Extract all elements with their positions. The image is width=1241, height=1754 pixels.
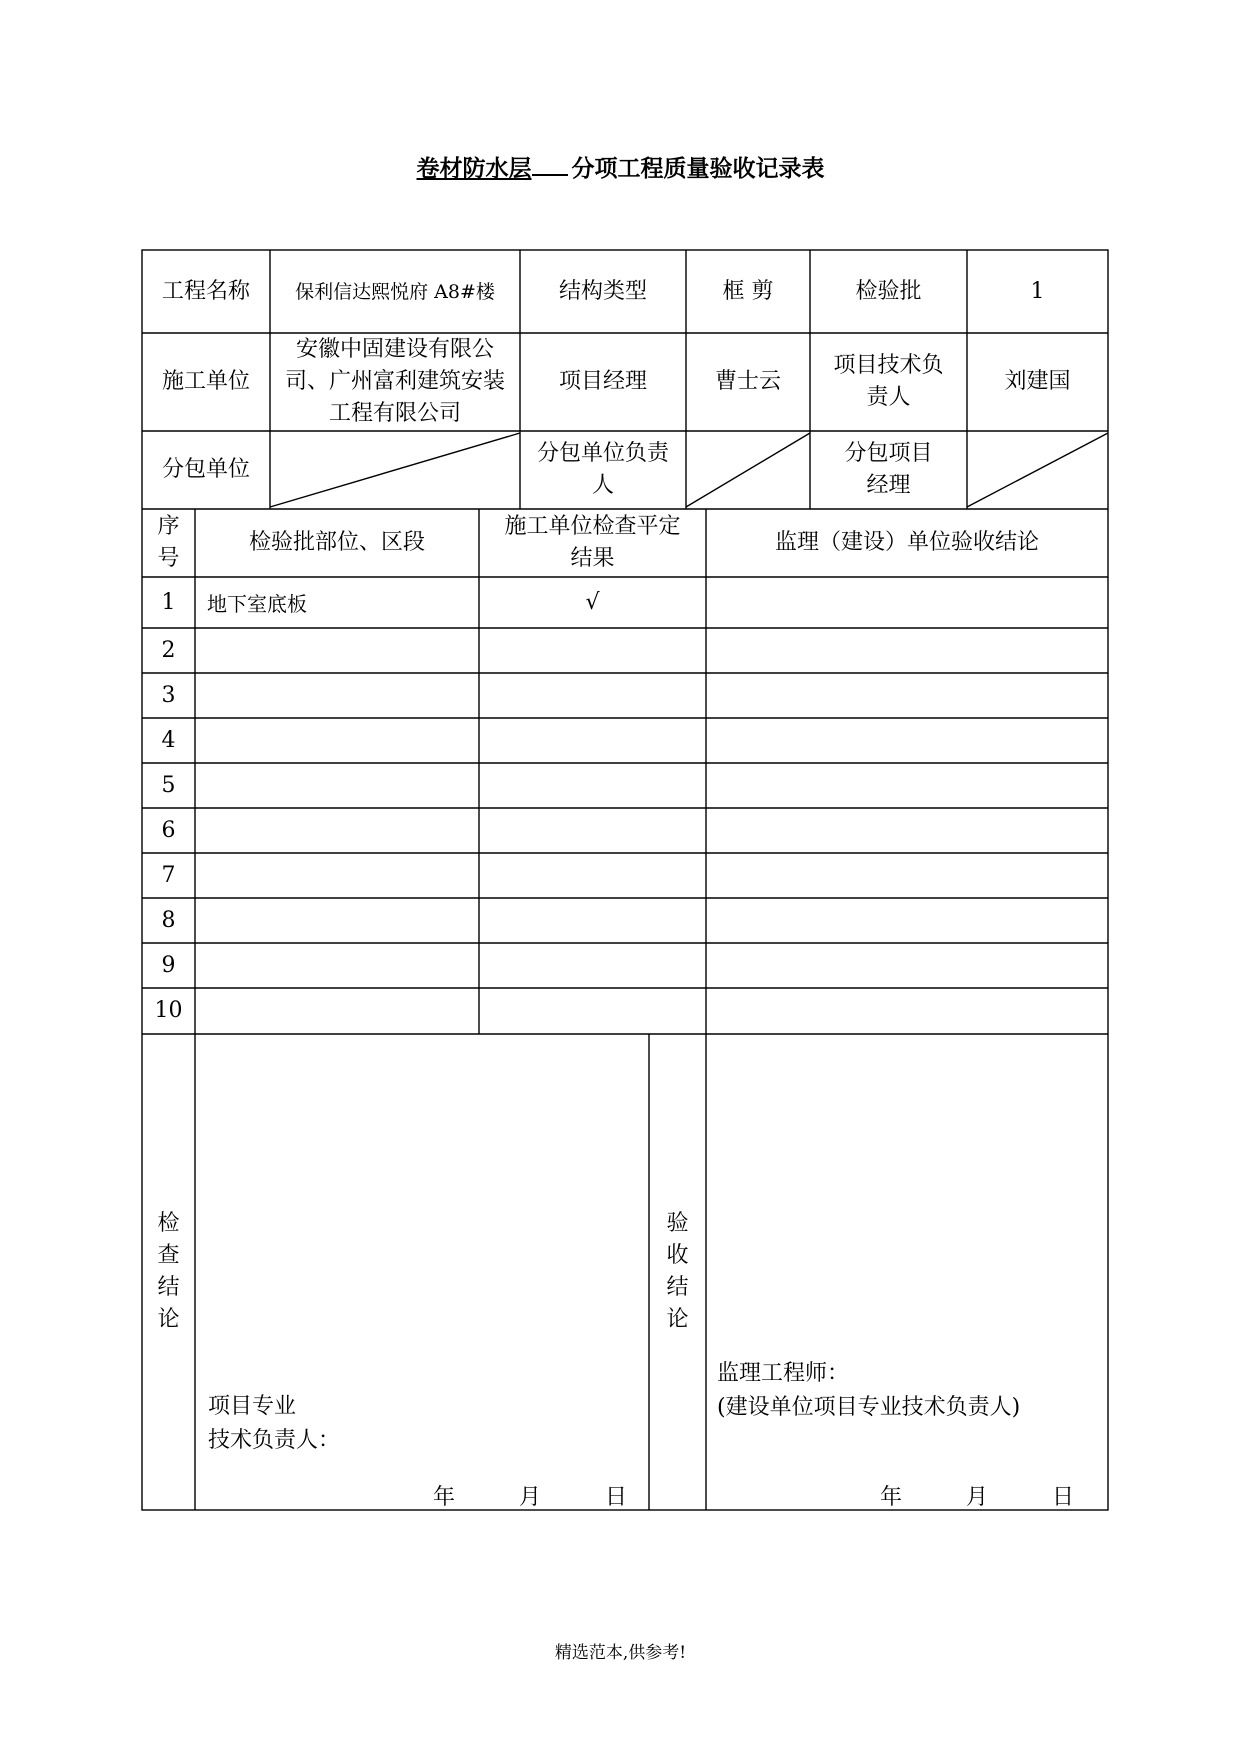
structure-type-value: 框 剪 [722, 278, 774, 304]
accept-char-2: 收 [666, 1243, 689, 1268]
supervisor-line2: (建设单位项目专业技术负责人) [717, 1395, 1021, 1420]
sub-lead-label: 分包单位负责人 [536, 441, 669, 498]
accept-date-day: 日 [1052, 1485, 1075, 1510]
tech-lead-label: 项目技术负责人 [833, 353, 944, 410]
accept-conclusion-label [649, 1034, 706, 1510]
row-no: 7 [161, 862, 176, 888]
col-location-header: 检验批部位、区段 [248, 530, 425, 555]
row-result [479, 853, 706, 898]
accept-date-month: 月 [966, 1485, 989, 1510]
tech-lead-value: 刘建国 [1004, 369, 1071, 394]
contractor-value: 安徽中固建设有限公司、广州富利建筑安装工程有限公司 [284, 337, 505, 426]
title-part1: 卷材防水层 [416, 155, 532, 182]
check-date-day: 日 [605, 1485, 628, 1510]
row-conclusion [706, 808, 1108, 853]
row-conclusion [706, 673, 1108, 718]
row-no: 3 [161, 682, 176, 708]
tech-lead-line1: 项目专业 [208, 1394, 297, 1419]
accept-date-year: 年 [880, 1485, 903, 1510]
row-conclusion [706, 718, 1108, 763]
row-result [479, 898, 706, 943]
row-location [207, 898, 479, 943]
row-location [207, 763, 479, 808]
supervisor-line1: 监理工程师： [717, 1361, 850, 1386]
row-location [207, 718, 479, 763]
row-conclusion [706, 628, 1108, 673]
row-conclusion [706, 577, 1108, 628]
row-location [207, 853, 479, 898]
project-manager-value: 曹士云 [714, 369, 781, 394]
check-char-3: 结 [157, 1275, 180, 1300]
row-location [207, 628, 479, 673]
row-no: 8 [161, 907, 176, 933]
row-result [479, 988, 706, 1034]
row-conclusion [706, 763, 1108, 808]
contractor-label: 施工单位 [161, 369, 250, 394]
row-no: 4 [161, 727, 176, 753]
check-date-year: 年 [433, 1485, 456, 1510]
row-no: 1 [161, 589, 176, 615]
row-location [207, 943, 479, 988]
row-result [479, 763, 706, 808]
row-no: 5 [161, 772, 176, 798]
row-conclusion [706, 943, 1108, 988]
inspection-lot-label: 检验批 [855, 278, 922, 304]
title-part2: 分项工程质量验收记录表 [571, 155, 825, 182]
subcontractor-label: 分包单位 [161, 457, 250, 482]
row-no: 2 [161, 637, 176, 663]
row-result [479, 718, 706, 763]
accept-char-1: 验 [666, 1211, 689, 1236]
row-location: 地下室底板 [207, 592, 307, 616]
check-date-month: 月 [519, 1485, 542, 1510]
row-result: √ [585, 589, 600, 615]
row-location [207, 808, 479, 853]
row-no: 9 [161, 952, 176, 978]
project-name-label: 工程名称 [161, 278, 250, 304]
col-result-header: 施工单位检查平定结果 [504, 514, 681, 571]
col-no-header: 序号 [157, 514, 180, 571]
check-char-2: 查 [157, 1243, 180, 1268]
check-char-4: 论 [157, 1307, 180, 1332]
row-result [479, 628, 706, 673]
accept-char-4: 论 [666, 1307, 689, 1332]
tech-lead-line2: 技术负责人： [208, 1428, 341, 1453]
row-result [479, 673, 706, 718]
row-conclusion [706, 988, 1108, 1034]
row-no: 6 [161, 817, 176, 843]
check-char-1: 检 [157, 1211, 180, 1236]
row-location [207, 673, 479, 718]
structure-type-label: 结构类型 [558, 278, 647, 304]
accept-char-3: 结 [666, 1275, 689, 1300]
sub-pm-label: 分包项目经理 [844, 441, 933, 498]
page-footer: 精选范本,供参考! [554, 1643, 687, 1663]
accept-date [880, 1480, 1074, 1511]
tech-lead-signature-label [208, 1390, 340, 1458]
project-manager-label: 项目经理 [558, 369, 647, 394]
check-date [433, 1480, 627, 1511]
inspection-lot-value: 1 [1030, 278, 1045, 304]
project-name-value: 保利信达熙悦府 A8#楼 [295, 280, 495, 303]
col-conclusion-header: 监理（建设）单位验收结论 [774, 530, 1039, 555]
row-result [479, 943, 706, 988]
row-conclusion [706, 853, 1108, 898]
row-result [479, 808, 706, 853]
row-conclusion [706, 898, 1108, 943]
check-conclusion-label [142, 1034, 195, 1510]
row-location [207, 988, 479, 1034]
supervisor-signature-label [717, 1357, 1020, 1425]
row-no: 10 [154, 998, 183, 1023]
